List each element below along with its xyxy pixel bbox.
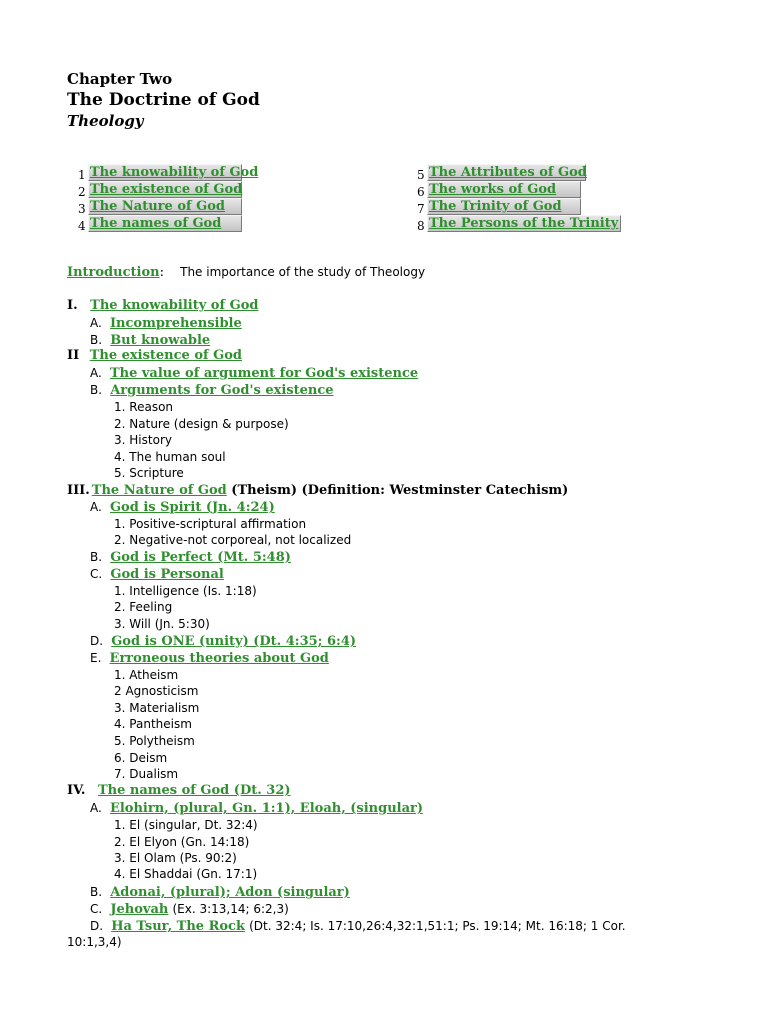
ha-tsur-link[interactable]: Ha Tsur, The Rock xyxy=(111,919,245,934)
toc-link-names[interactable]: The names of God xyxy=(88,215,242,232)
section-2-heading xyxy=(67,348,242,364)
list-item: 3. History xyxy=(114,433,172,447)
toc-link-attributes[interactable]: The Attributes of God xyxy=(429,165,587,180)
toc-number: 4 xyxy=(78,219,86,233)
value-of-argument-link[interactable]: The value of argument for God's existence xyxy=(109,366,419,381)
item-letter: C. xyxy=(90,567,103,581)
toc-link-knowability[interactable]: The knowability of God xyxy=(90,165,259,180)
section-4-link[interactable]: The names of God (Dt. 32) xyxy=(97,783,291,798)
list-item: 2. Feeling xyxy=(114,600,173,614)
god-is-one-link[interactable]: God is ONE (unity) (Dt. 4:35; 6:4) xyxy=(111,634,357,649)
erroneous-theories-link[interactable]: Erroneous theories about God xyxy=(109,651,329,666)
ha-tsur-reference-continued: 10:1,3,4) xyxy=(67,935,122,949)
item-letter: A. xyxy=(90,801,102,815)
jehovah-link[interactable]: Jehovah xyxy=(110,902,169,917)
outline-item xyxy=(90,633,356,650)
list-item: 5. Polytheism xyxy=(114,734,195,748)
item-letter: A. xyxy=(90,500,102,514)
list-item: 1. Atheism xyxy=(114,668,179,682)
toc-link-trinity[interactable]: The Trinity of God xyxy=(427,198,581,215)
outline-item xyxy=(90,918,626,935)
section-4-heading xyxy=(67,783,291,799)
list-item: 3. Will (Jn. 5:30) xyxy=(114,617,210,631)
list-item: 1. Intelligence (Is. 1:18) xyxy=(114,584,257,598)
toc-link-works[interactable]: The works of God xyxy=(427,181,581,198)
toc-number: 6 xyxy=(417,185,425,199)
toc-number: 8 xyxy=(417,219,425,233)
item-letter: E. xyxy=(90,651,102,665)
introduction-line xyxy=(67,264,425,281)
list-item: 5. Scripture xyxy=(114,466,184,480)
item-letter: B. xyxy=(90,383,103,397)
outline-item xyxy=(90,332,210,349)
god-is-spirit-link[interactable]: God is Spirit (Jn. 4:24) xyxy=(109,500,275,515)
toc-link-nature[interactable]: The Nature of God xyxy=(88,198,242,215)
page-subtitle: Theology xyxy=(67,112,144,130)
list-item: 4. The human soul xyxy=(114,450,226,464)
toc-number: 1 xyxy=(78,168,86,182)
outline-item xyxy=(90,884,350,901)
adonai-link[interactable]: Adonai, (plural); Adon (singular) xyxy=(110,885,350,900)
section-3-suffix: (Theism) (Definition: Westminster Catechism) xyxy=(231,483,569,498)
outline-item xyxy=(90,315,242,332)
jehovah-reference: (Ex. 3:13,14; 6:2,3) xyxy=(172,902,289,916)
list-item: 2. Nature (design & purpose) xyxy=(114,417,289,431)
outline-item xyxy=(90,382,334,399)
section-number: II xyxy=(67,348,80,363)
section-3-link[interactable]: The Nature of God xyxy=(91,483,227,498)
item-letter: D. xyxy=(90,919,104,933)
toc-number: 3 xyxy=(78,202,86,216)
section-number: I. xyxy=(67,298,78,313)
item-letter: C. xyxy=(90,902,103,916)
list-item: 1. Reason xyxy=(114,400,174,414)
but-knowable-link[interactable]: But knowable xyxy=(110,333,211,348)
outline-item xyxy=(90,566,224,583)
page-title: The Doctrine of God xyxy=(67,90,260,110)
section-3-heading xyxy=(67,483,568,499)
section-number: III. xyxy=(67,483,90,498)
section-2-link[interactable]: The existence of God xyxy=(89,348,242,363)
item-letter: B. xyxy=(90,333,103,347)
toc-number: 5 xyxy=(417,168,425,182)
outline-item xyxy=(90,650,329,667)
item-letter: A. xyxy=(90,316,102,330)
outline-item xyxy=(90,499,275,516)
chapter-heading: Chapter Two xyxy=(67,70,173,88)
list-item: 3. El Olam (Ps. 90:2) xyxy=(114,851,237,865)
section-1-heading xyxy=(67,298,258,314)
list-item: 7. Dualism xyxy=(114,767,179,781)
outline-item xyxy=(90,901,289,918)
item-letter: D. xyxy=(90,634,104,648)
list-item: 6. Deism xyxy=(114,751,168,765)
list-item: 2. Negative-not corporeal, not localized xyxy=(114,533,352,547)
toc-link-persons[interactable]: The Persons of the Trinity xyxy=(427,215,621,232)
outline-item xyxy=(90,549,291,566)
list-item: 1. El (singular, Dt. 32:4) xyxy=(114,818,258,832)
toc-number: 7 xyxy=(417,202,425,216)
list-item: 2 Agnosticism xyxy=(114,684,199,698)
arguments-link[interactable]: Arguments for God's existence xyxy=(110,383,334,398)
incomprehensible-link[interactable]: Incomprehensible xyxy=(109,316,242,331)
item-letter: B. xyxy=(90,550,103,564)
introduction-link[interactable]: Introduction xyxy=(67,265,160,280)
section-1-link[interactable]: The knowability of God xyxy=(90,298,259,313)
list-item: 4. Pantheism xyxy=(114,717,192,731)
god-is-perfect-link[interactable]: God is Perfect (Mt. 5:48) xyxy=(110,550,291,565)
toc-link-existence[interactable]: The existence of God xyxy=(90,182,243,197)
item-letter: A. xyxy=(90,366,102,380)
list-item: 1. Positive-scriptural affirmation xyxy=(114,517,307,531)
list-item: 4. El Shaddai (Gn. 17:1) xyxy=(114,867,258,881)
section-number: IV. xyxy=(67,783,86,798)
list-item: 2. El Elyon (Gn. 14:18) xyxy=(114,835,250,849)
outline-item xyxy=(90,800,423,817)
toc-number: 2 xyxy=(78,185,86,199)
introduction-colon: : xyxy=(159,265,164,280)
introduction-text: The importance of the study of Theology xyxy=(180,265,426,279)
god-is-personal-link[interactable]: God is Personal xyxy=(110,567,224,582)
item-letter: B. xyxy=(90,885,103,899)
ha-tsur-reference: (Dt. 32:4; Is. 17:10,26:4,32:1,51:1; Ps. 19:14; Mt. 16:18; 1 Cor. xyxy=(249,919,626,933)
elohim-link[interactable]: Elohirn, (plural, Gn. 1:1), Eloah, (singular) xyxy=(109,801,424,816)
list-item: 3. Materialism xyxy=(114,701,200,715)
outline-item xyxy=(90,365,418,382)
